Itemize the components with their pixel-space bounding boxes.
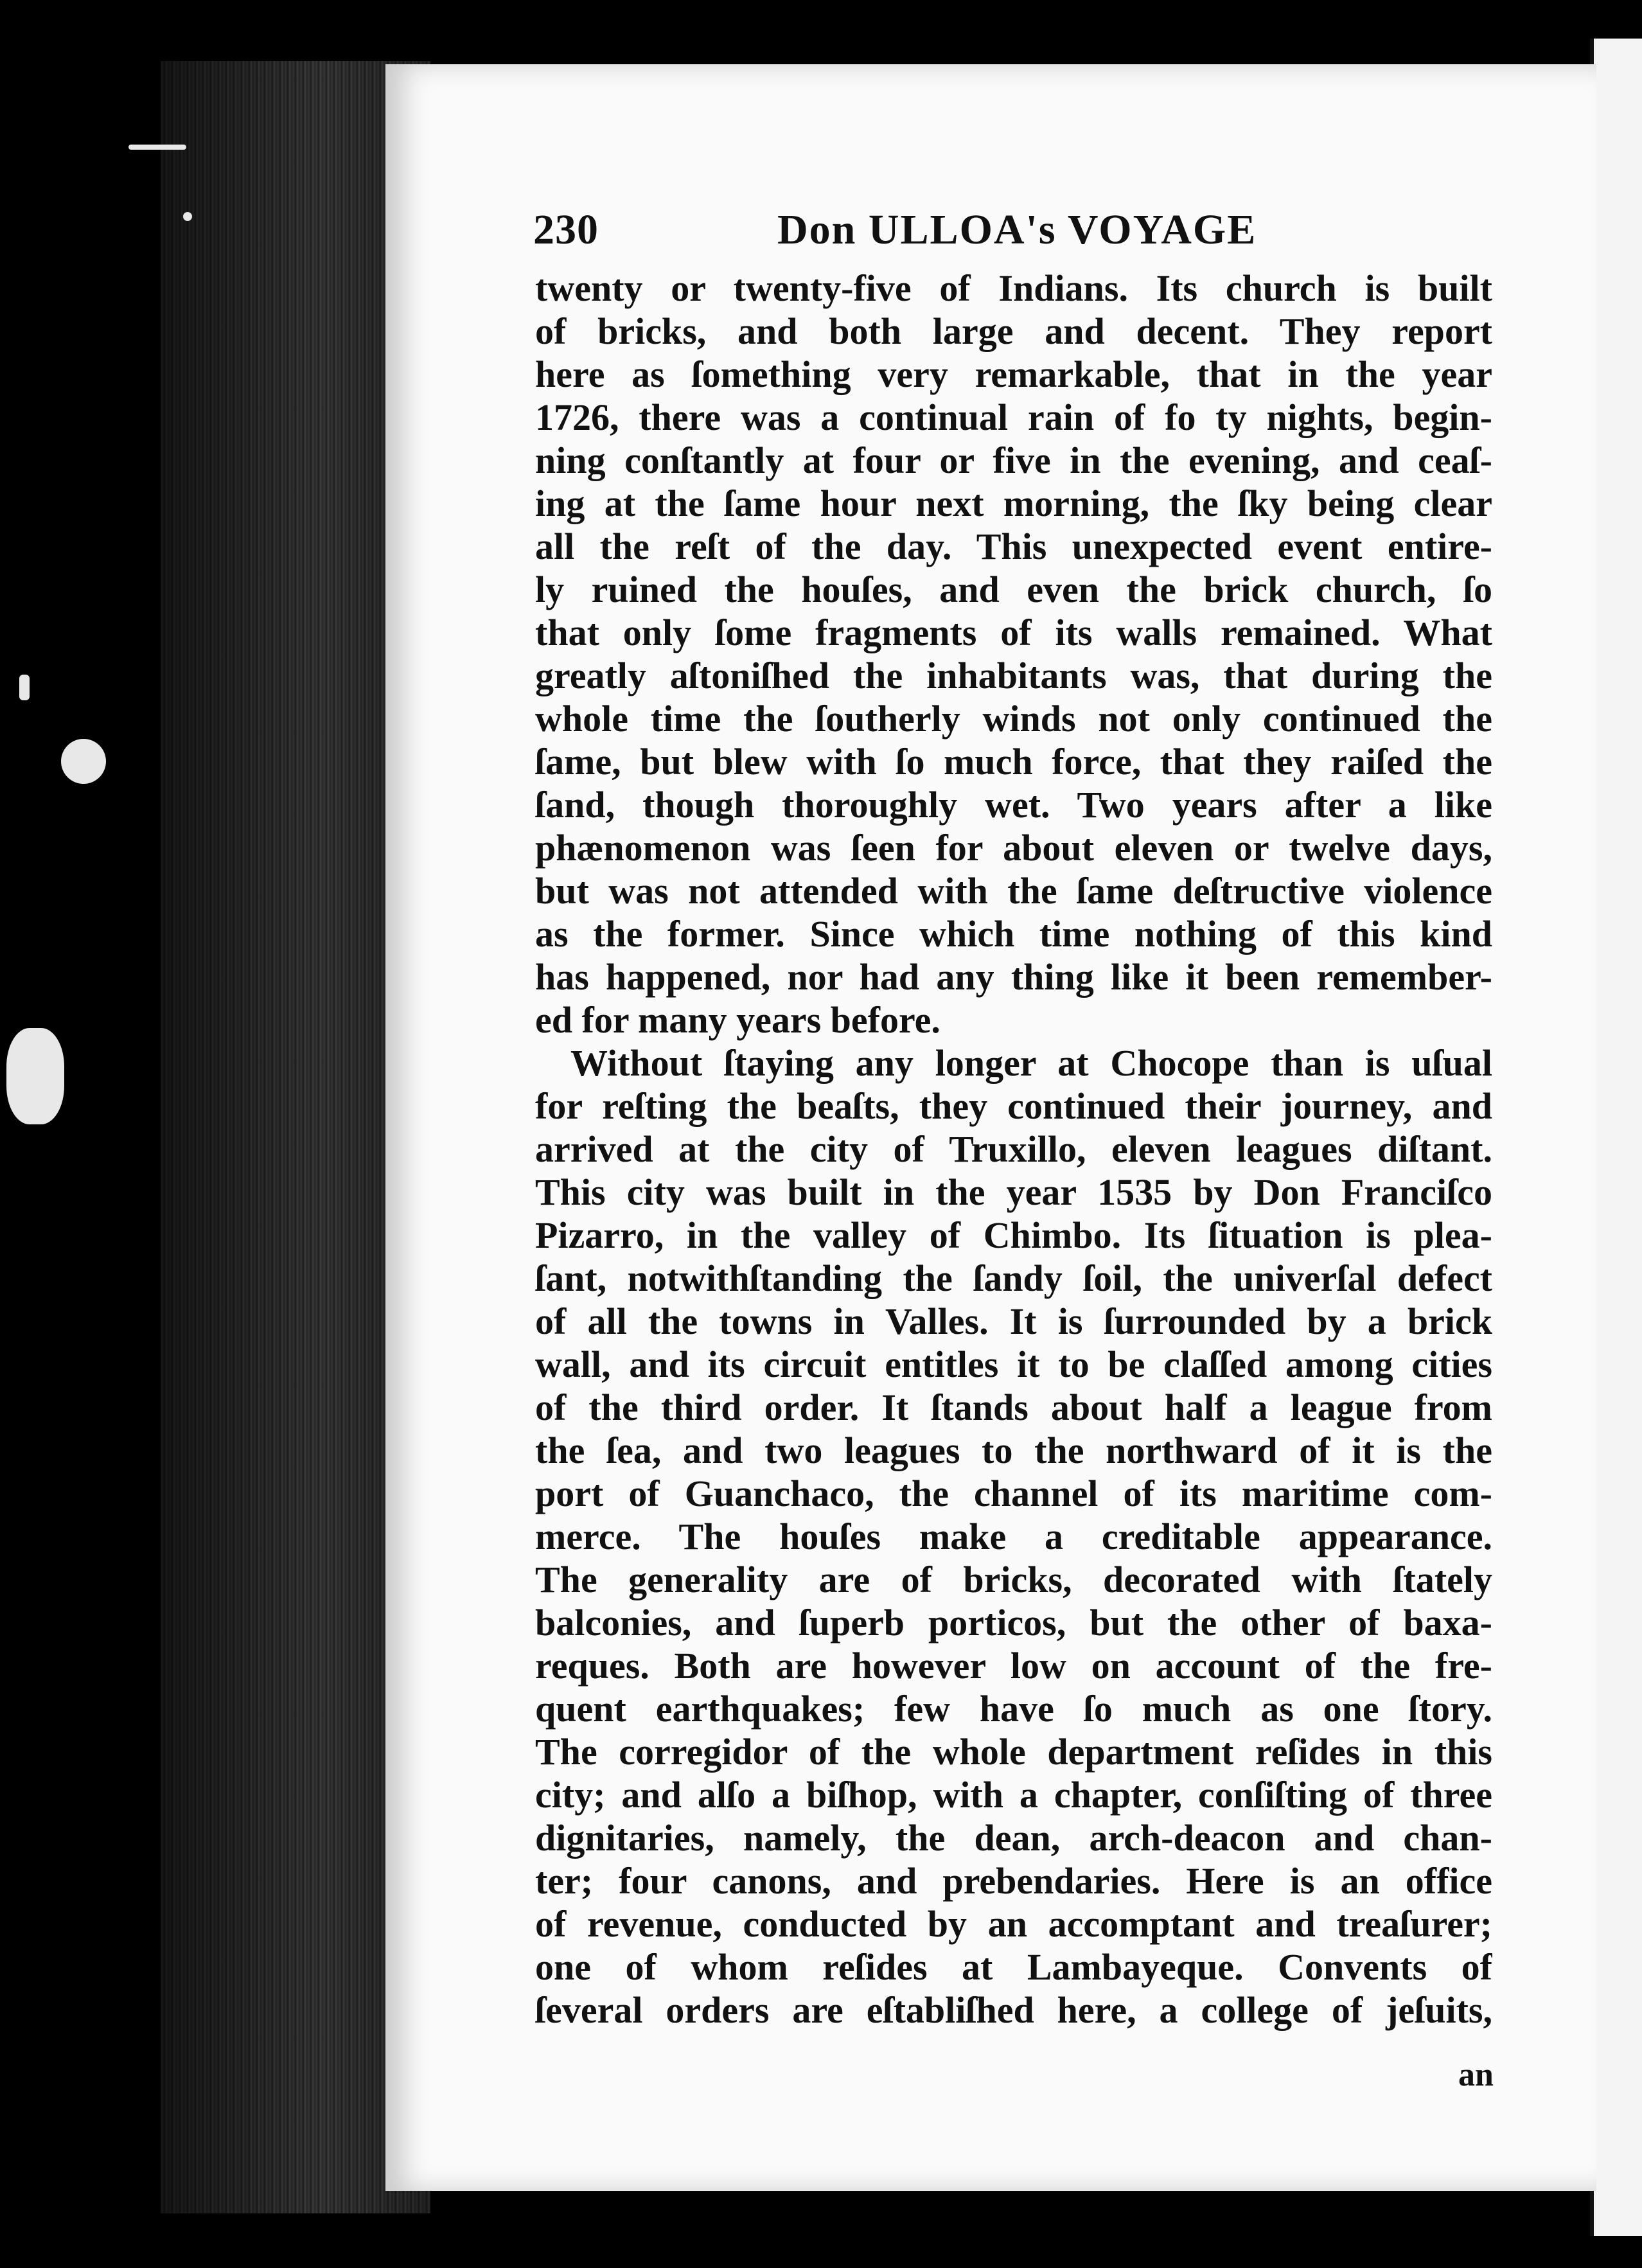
text-line: phænomenon was ſeen for about eleven or twelve days, (535, 827, 1492, 869)
text-line: This city was built in the year 1535 by Don Franciſco (535, 1171, 1492, 1213)
text-line: 1726, there was a continual rain of fo ty nights, begin- (535, 396, 1492, 438)
text-line: greatly aſtoniſhed the inhabitants was, that during the (535, 655, 1492, 696)
text-line: merce. The houſes make a creditable appearance. (535, 1516, 1492, 1557)
running-title: Don ULLOA's VOYAGE (777, 206, 1257, 253)
text-line: has happened, nor had any thing like it been remember- (535, 956, 1492, 998)
text-line: The generality are of bricks, decorated with ſtately (535, 1559, 1492, 1600)
page-number: 230 (533, 206, 599, 253)
running-head (533, 206, 1272, 263)
text-line: ſame, but blew with ſo much force, that they raiſed the (535, 741, 1492, 783)
paragraph-start-line: Without ſtaying any longer at Chocope than is uſual (570, 1042, 1492, 1084)
text-line: but was not attended with the ſame deſtructive violence (535, 870, 1492, 912)
text-line: twenty or twenty-five of Indians. Its church is built (535, 267, 1492, 309)
text-line: the ſea, and two leagues to the northward of it is the (535, 1430, 1492, 1471)
catchword: an (1458, 2057, 1494, 2093)
text-line: that only ſome fragments of its walls remained. What (535, 612, 1492, 653)
text-line: arrived at the city of Truxillo, eleven leagues diſtant. (535, 1128, 1492, 1170)
paragraph-end-line: ed for many years before. (535, 999, 940, 1041)
text-line: port of Guanchaco, the channel of its maritime com- (535, 1473, 1492, 1514)
text-line: city; and alſo a biſhop, with a chapter, conſiſting of three (535, 1774, 1492, 1816)
text-line: quent earthquakes; few have ſo much as one ſtory. (535, 1688, 1492, 1730)
text-line: Pizarro, in the valley of Chimbo. Its ſituation is plea- (535, 1214, 1492, 1256)
text-line: balconies, and ſuperb porticos, but the other of baxa- (535, 1602, 1492, 1643)
scan-speck (61, 739, 106, 784)
body-text (535, 267, 1492, 2032)
text-line: ter; four canons, and prebendaries. Here is an office (535, 1860, 1492, 1902)
text-line: of the third order. It ſtands about half a league from (535, 1386, 1492, 1428)
text-line: of bricks, and both large and decent. They report (535, 310, 1492, 352)
text-line: ſand, though thoroughly wet. Two years after a like (535, 784, 1492, 826)
text-line: ſeveral orders are eſtabliſhed here, a college of jeſuits, (535, 1989, 1492, 2031)
scan-speck (128, 145, 186, 150)
scan-speck (19, 675, 30, 700)
text-line: of revenue, conducted by an accomptant and treaſurer; (535, 1903, 1492, 1945)
text-line: wall, and its circuit entitles it to be claſſed among cities (535, 1343, 1492, 1385)
text-line: here as ſomething very remarkable, that in the year (535, 353, 1492, 395)
scan-speck (183, 212, 192, 221)
text-line: reques. Both are however low on account of the fre- (535, 1645, 1492, 1687)
text-line: ly ruined the houſes, and even the brick church, ſo (535, 569, 1492, 610)
text-line: ing at the ſame hour next morning, the ſky being clear (535, 483, 1492, 524)
next-page-edge (1590, 39, 1642, 2236)
text-line: dignitaries, namely, the dean, arch-deacon and chan- (535, 1817, 1492, 1859)
text-line: one of whom reſides at Lambayeque. Convents of (535, 1946, 1492, 1988)
text-line: whole time the ſoutherly winds not only continued the (535, 698, 1492, 740)
text-line: ſant, notwithſtanding the ſandy ſoil, the univerſal defect (535, 1257, 1492, 1299)
text-line: for reſting the beaſts, they continued their journey, and (535, 1085, 1492, 1127)
text-line: all the reſt of the day. This unexpected event entire- (535, 526, 1492, 567)
scan-speck (6, 1028, 64, 1124)
text-line: The corregidor of the whole department reſides in this (535, 1731, 1492, 1773)
text-line: ning conſtantly at four or five in the evening, and ceaſ- (535, 439, 1492, 481)
text-line: as the former. Since which time nothing of this kind (535, 913, 1492, 955)
text-line: of all the towns in Valles. It is ſurrounded by a brick (535, 1300, 1492, 1342)
